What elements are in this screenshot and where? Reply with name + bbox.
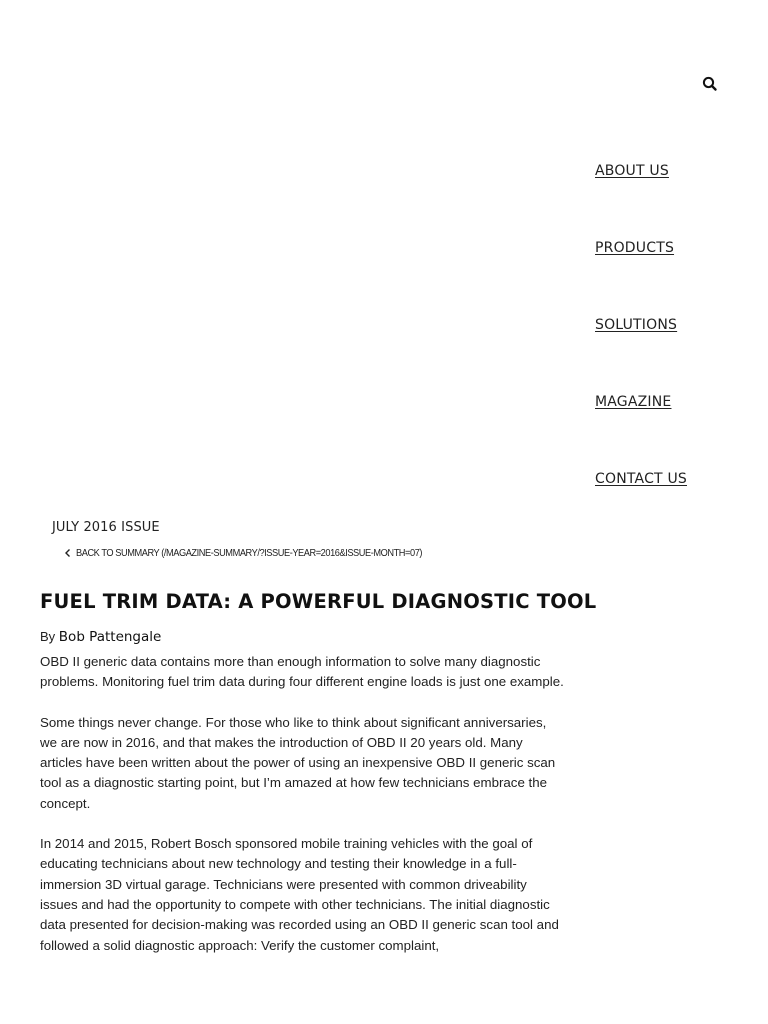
author-name: Bob Pattengale bbox=[58, 629, 162, 645]
nav-link-about-us[interactable]: ABOUT US bbox=[595, 163, 669, 179]
nav-link-solutions[interactable]: SOLUTIONS bbox=[595, 317, 678, 333]
back-to-summary-label: BACK TO SUMMARY (/MAGAZINE-SUMMARY/?ISSUE-YEAR=2016&ISSUE-MONTH=07) bbox=[76, 547, 423, 559]
nav-item-magazine bbox=[595, 391, 687, 468]
nav-item-contact-us bbox=[595, 468, 687, 545]
byline bbox=[40, 629, 161, 645]
nav-item-solutions bbox=[595, 314, 687, 391]
article-paragraph: OBD II generic data contains more than enough information to solve many diagnostic problems. Monitoring fuel trim data during four different engine loads is just one example. bbox=[40, 654, 564, 690]
chevron-left-icon bbox=[63, 546, 73, 560]
nav-item-about-us bbox=[595, 160, 687, 237]
article-paragraph: In 2014 and 2015, Robert Bosch sponsored mobile training vehicles with the goal of educating technicians about new technology and testing their knowledge in a full-immersion 3D virtual garage. Technicians were presented with common driveability issues and had the opportunity to compete with other technicians. The initial diagnostic data presented for decision-making was recorded using an OBD II generic scan tool and followed a solid diagnostic approach: Verify the customer complaint, bbox=[40, 836, 559, 953]
back-to-summary-link[interactable] bbox=[63, 546, 469, 560]
search-button[interactable] bbox=[700, 74, 720, 94]
nav-item-products bbox=[595, 237, 687, 314]
search-icon bbox=[700, 74, 720, 94]
nav-link-magazine[interactable]: MAGAZINE bbox=[595, 394, 672, 410]
article-paragraph: Some things never change. For those who like to think about significant anniversaries, we are now in 2016, and that makes the introduction of OBD II 20 years old. Many articles have been written about the power of using an inexpensive OBD II generic scan tool as a diagnostic starting point, but I’m amazed at how few technicians embrace the concept. bbox=[40, 714, 556, 811]
main-nav bbox=[595, 160, 687, 545]
article-body bbox=[40, 652, 565, 976]
nav-link-contact-us[interactable]: CONTACT US bbox=[595, 471, 687, 487]
nav-link-products[interactable]: PRODUCTS bbox=[595, 240, 675, 256]
byline-prefix: By bbox=[40, 629, 56, 644]
article-title: FUEL TRIM DATA: A POWERFUL DIAGNOSTIC TOOL bbox=[40, 590, 597, 613]
issue-label: JULY 2016 ISSUE bbox=[52, 520, 160, 535]
